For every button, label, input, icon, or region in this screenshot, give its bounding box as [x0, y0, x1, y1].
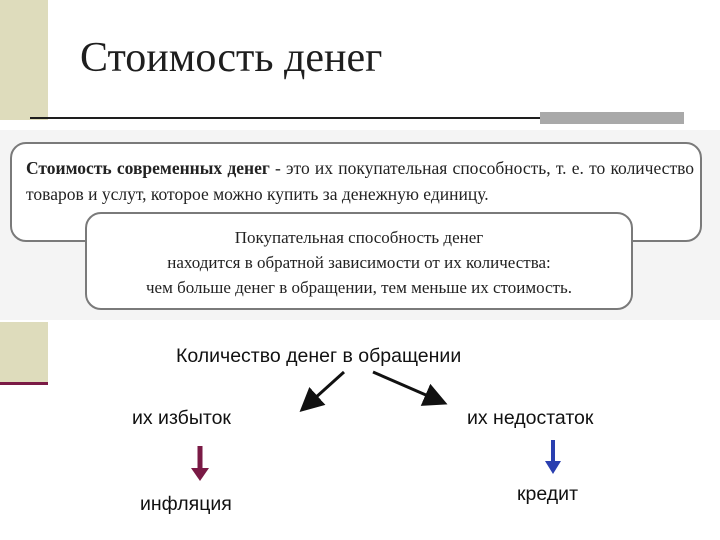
relation-line-2: находится в обратной зависимости от их количества: [167, 253, 551, 272]
definition-term: Стоимость современных денег [26, 158, 270, 178]
slide-title: Стоимость денег [80, 35, 383, 81]
scheme-left-result: инфляция [140, 493, 232, 515]
relation-line-1: Покупательная способность денег [234, 228, 484, 247]
scheme-right-branch: их недостаток [467, 407, 594, 429]
definition-rest: - это их покупательная способность, т. е. то количество товаров и услут, которое можно купить за денежную единицу. [26, 158, 694, 204]
arrow-root-to-left [304, 372, 344, 408]
arrow-right-down [545, 440, 561, 474]
relation-line-3: чем больше денег в обращении, тем меньше их стоимость. [146, 278, 572, 297]
scheme-left-branch: их избыток [132, 407, 231, 429]
arrow-root-to-right [373, 372, 442, 402]
arrow-left-down [191, 446, 209, 481]
scheme-root: Количество денег в обращении [176, 345, 462, 367]
scheme-right-result: кредит [517, 483, 578, 505]
